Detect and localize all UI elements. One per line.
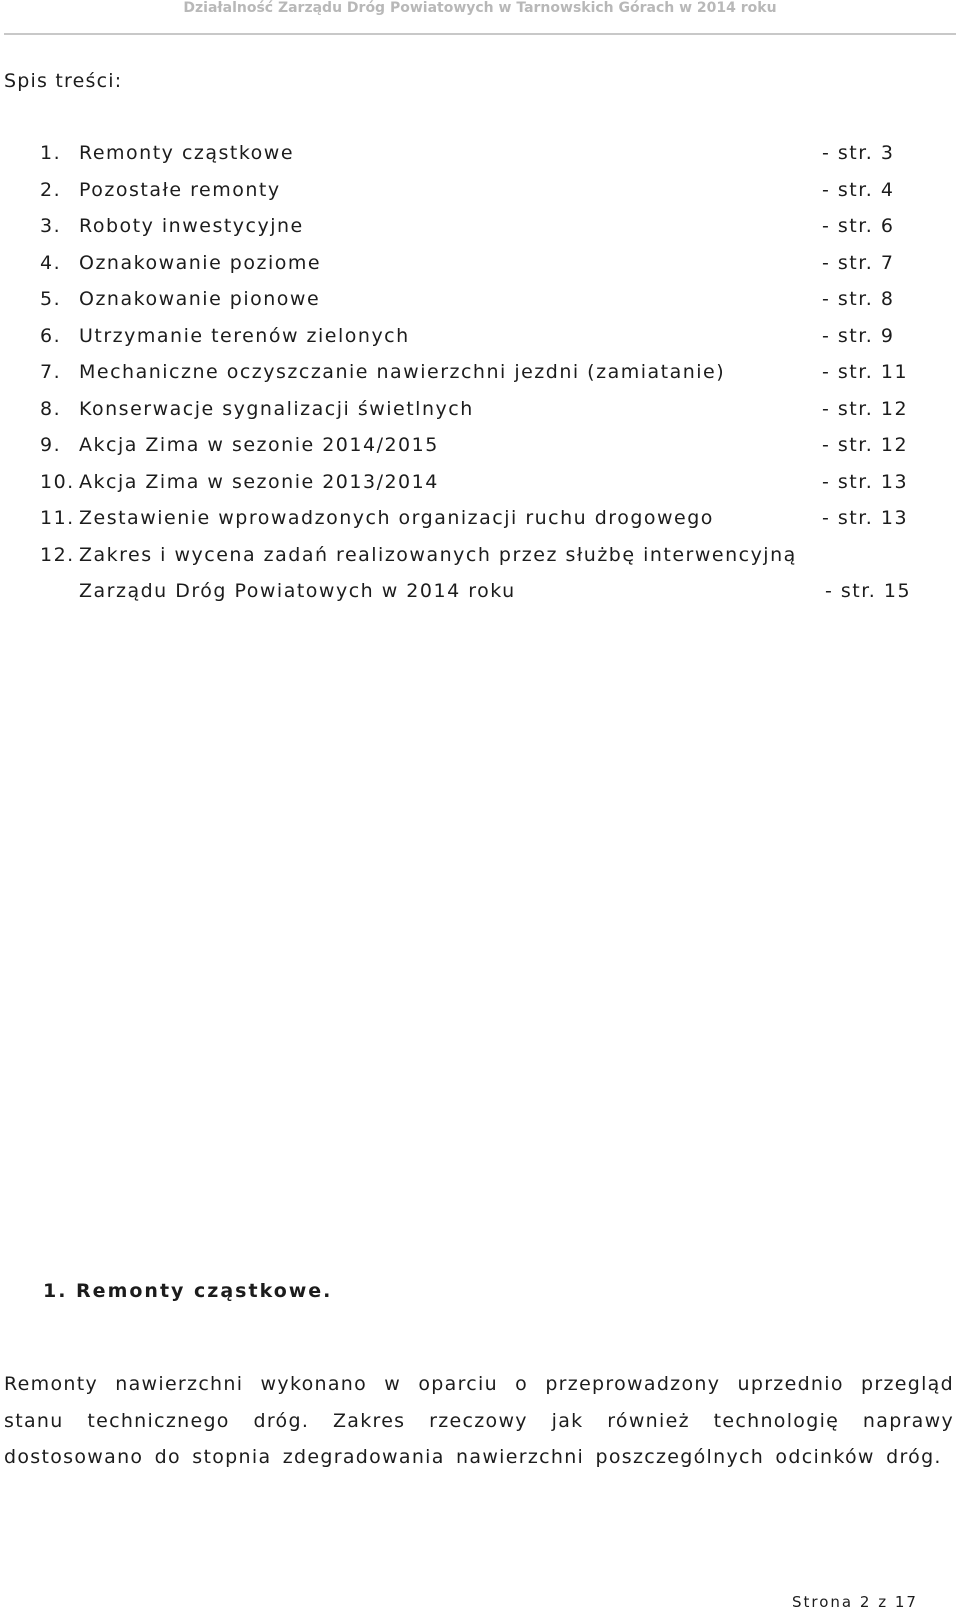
toc-item-title: Roboty inwestycyjne [79,215,304,237]
toc-item-page: - str. 6 [822,215,895,237]
toc-item-number: 7. [40,361,62,383]
toc-item-number: 8. [40,397,62,420]
toc-item-title: Zakres i wycena zadań realizowanych przez służbę interwencyjną [79,543,797,566]
toc-item-title: Konserwacje sygnalizacji świetlnych [79,397,474,420]
toc-item-12 [0,544,960,617]
toc-item-number: 12. [40,543,75,566]
toc-item-11 [0,507,960,544]
toc-item-page: - str. 11 [822,361,909,383]
toc-item-title: Utrzymanie terenów zielonych [79,324,410,347]
toc-item-number: 10. [40,470,75,493]
toc-item-page: - str. 7 [822,251,895,274]
toc-item-6 [0,325,960,362]
toc-item-number: 3. [40,215,62,237]
toc-item-title-continued: Zarządu Dróg Powiatowych w 2014 roku [79,579,516,602]
section-body: Remonty nawierzchni wykonano w oparciu o przeprowadzony uprzednio przegląd stanu technicznego dróg. Zakres rzeczowy jak również technologię naprawy dostosowano do stopnia zdegradowania nawierzchni poszczególnych odcinków dróg. [4,1373,954,1468]
toc-item-page: - str. 3 [822,142,895,164]
toc-item-number: 2. [40,178,62,201]
toc-item-9 [0,434,960,471]
toc-item-number: 4. [40,251,62,274]
toc-item-title: Akcja Zima w sezonie 2014/2015 [79,434,439,456]
toc-item-number: 9. [40,434,62,456]
toc-item-page: - str. 13 [822,470,909,493]
toc-item-title: Mechaniczne oczyszczanie nawierzchni jezdni (zamiatanie) [79,361,726,383]
toc-item-title: Pozostałe remonty [79,178,281,201]
toc-item-8 [0,398,960,435]
toc-item-number: 6. [40,324,62,347]
toc-item-title: Oznakowanie poziome [79,251,322,274]
header-divider [4,33,956,35]
toc-item-5 [0,288,960,325]
toc-item-3 [0,215,960,252]
section-heading: 1. Remonty cząstkowe. [43,1280,333,1302]
toc-item-title: Akcja Zima w sezonie 2013/2014 [79,470,439,493]
toc-item-page: - str. 13 [822,507,909,529]
toc-item-title: Oznakowanie pionowe [79,288,321,310]
page-number: Strona 2 z 17 [792,1593,918,1611]
toc-item-4 [0,252,960,289]
table-of-contents [0,142,960,617]
toc-item-number: 1. [40,142,62,164]
toc-item-page: - str. 4 [822,178,895,201]
running-header: Działalność Zarządu Dróg Powiatowych w Tarnowskich Górach w 2014 roku [183,0,777,16]
toc-item-page: - str. 15 [825,579,912,602]
toc-item-7 [0,361,960,398]
toc-item-10 [0,471,960,508]
toc-item-title: Remonty cząstkowe [79,142,295,164]
toc-item-2 [0,179,960,216]
toc-item-1 [0,142,960,179]
toc-item-number: 5. [40,288,62,310]
toc-item-page: - str. 12 [822,434,909,456]
toc-item-page: - str. 8 [822,288,895,310]
toc-item-page: - str. 9 [822,324,895,347]
toc-item-title: Zestawienie wprowadzonych organizacji ruchu drogowego [79,507,714,529]
toc-item-number: 11. [40,507,75,529]
toc-item-page: - str. 12 [822,397,909,420]
toc-title: Spis treści: [4,70,123,92]
